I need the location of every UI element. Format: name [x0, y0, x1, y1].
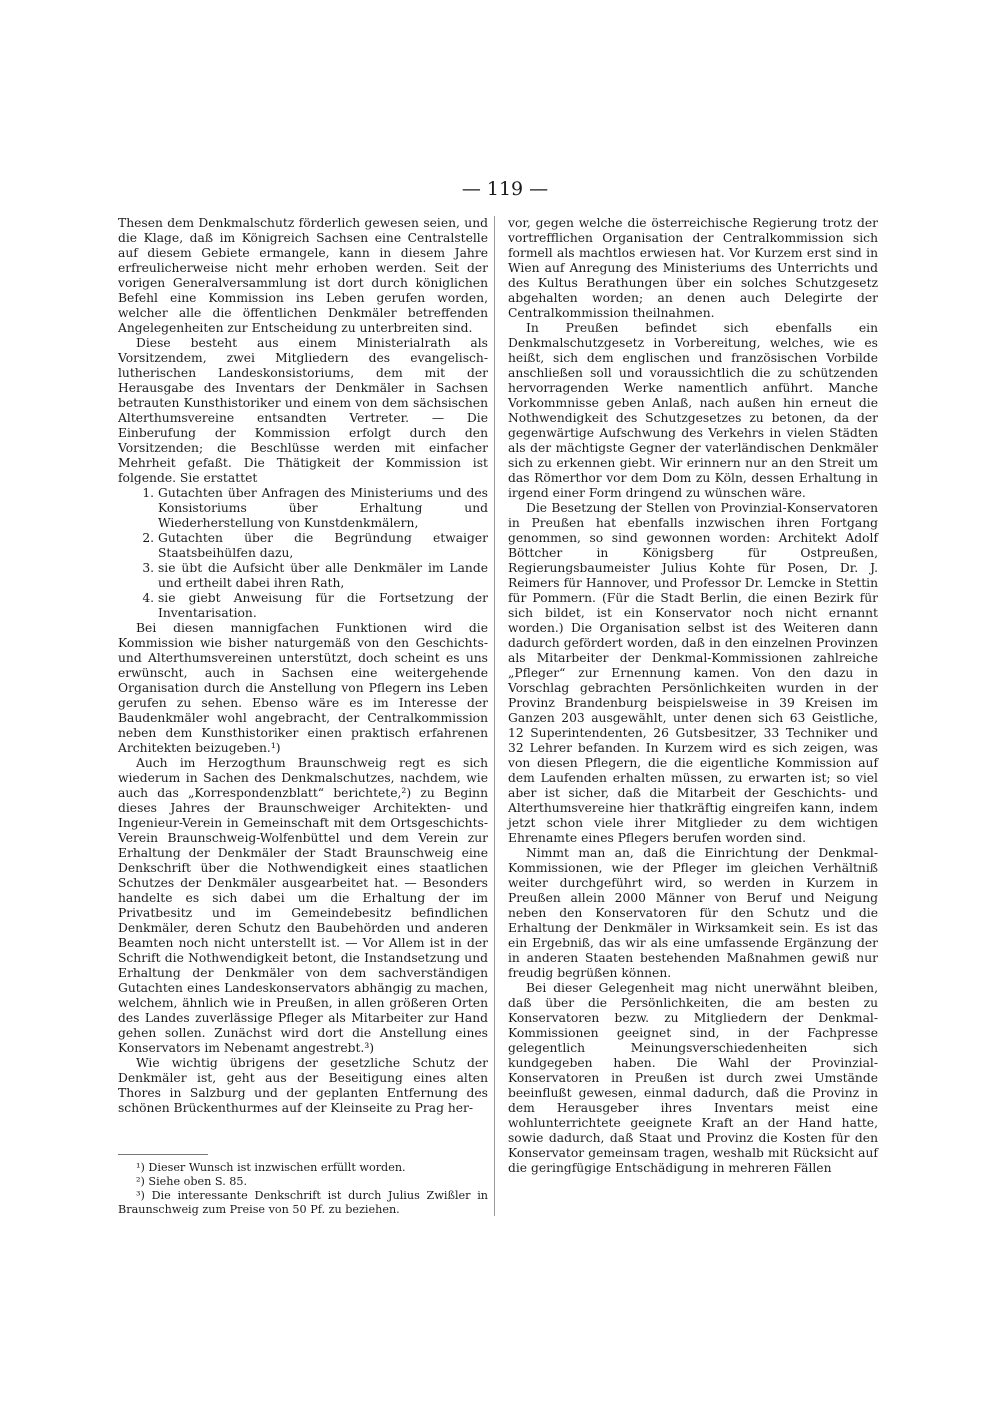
left-column — [118, 216, 488, 1116]
footnote: ¹) Dieser Wunsch ist inzwischen erfüllt worden. — [136, 1161, 406, 1174]
list-item: 3. sie übt die Aufsicht über alle Denkmäler im Lande und ertheilt dabei ihren Rath, — [158, 561, 488, 591]
numbered-list — [118, 486, 488, 621]
paragraph: Wie wichtig übrigens der gesetzliche Schutz der Denkmäler ist, geht aus der Beseitigung eines alten Thores in Salzburg und der geplanten Entfernung des schönen Brückenthurmes auf der Kleinseite zu Prag her- — [118, 1056, 488, 1115]
page-number: — 119 — — [461, 178, 549, 200]
footnote: ²) Siehe oben S. 85. — [136, 1175, 248, 1188]
paragraph: Bei diesen mannigfachen Funktionen wird die Kommission wie bisher naturgemäß von den Geschichts- und Alterthumsvereinen unterstützt, doch scheint es uns erwünscht, auch in Sachsen eine weitergehende Organisation durch die Anstellung von Pflegern ins Leben gerufen zu sehen. Ebenso wäre es im Interesse der Baudenkmäler wohl angebracht, der Centralkommission neben dem Kunsthistoriker einen praktisch erfahrenen Architekten beizugeben.¹) — [118, 621, 488, 755]
right-column — [508, 216, 878, 1176]
footnote: ³) Die interessante Denkschrift ist durch Julius Zwißler in Braunschweig zum Preise von 50 Pf. zu beziehen. — [118, 1189, 488, 1216]
paragraph: vor, gegen welche die österreichische Regierung trotz der vortrefflichen Organisation der Centralkommission sich formell als machtlos erwiesen hat. Vor Kurzem erst sind in Wien auf Anregung des Ministeriums des Unterrichts und des Kultus Berathungen über ein solches Schutzgesetz abgehalten worden; an denen auch Delegirte der Centralkommission theilnahmen. — [508, 216, 878, 320]
footnotes — [118, 1154, 488, 1217]
paragraph: Thesen dem Denkmalschutz förderlich gewesen seien, und die Klage, daß im Königreich Sachsen eine Centralstelle auf diesem Gebiete ermangele, kann in diesem Jahre erfreulicherweise nicht mehr erhoben werden. Seit der vorigen Generalversammlung ist dort durch königlichen Befehl eine Kommission ins Leben gerufen worden, welcher alle die öffentlichen Denkmäler betreffenden Angelegenheiten zur Entscheidung zu unterbreiten sind. — [118, 216, 488, 335]
paragraph: Auch im Herzogthum Braunschweig regt es sich wiederum in Sachen des Denkmalschutzes, nachdem, wie auch das „Korrespondenzblatt“ berichtete,²) zu Beginn dieses Jahres der Braunschweiger Architekten- und Ingenieur-Verein in Gemeinschaft mit dem Ortsgeschichts-Verein Braunschweig-Wolfenbüttel und dem Verein zur Erhaltung der Denkmäler der Stadt Braunschweig eine Denkschrift über die Nothwendigkeit eines staatlichen Schutzes der Denkmäler ausgearbeitet hat. — Besonders handelte es sich dabei um die Erhaltung der im Privatbesitz und im Gemeindebesitz befindlichen Denkmäler, deren Schutz den Baubehörden und anderen Beamten noch nicht unterstellt ist. — Vor Allem ist in der Schrift die Nothwendigkeit betont, die Instandsetzung und Erhaltung der Denkmäler von dem sachverständigen Gutachten eines Landeskonservators abhängig zu machen, welchem, ähnlich wie in Preußen, in allen größeren Orten des Landes zuverlässige Pfleger als Mitarbeiter zur Hand gehen sollen. Zunächst wird dort die Anstellung eines Konservators im Nebenamt angestrebt.³) — [118, 756, 488, 1055]
column-divider — [494, 216, 495, 1216]
footnote-rule — [118, 1154, 208, 1155]
list-item: 2. Gutachten über die Begründung etwaiger Staatsbeihülfen dazu, — [158, 531, 488, 561]
list-item: 1. Gutachten über Anfragen des Ministeriums und des Konsistoriums über Erhaltung und Wiederherstellung von Kunstdenkmälern, — [158, 486, 488, 531]
paragraph: Die Besetzung der Stellen von Provinzial-Konservatoren in Preußen hat ebenfalls inzwischen ihren Fortgang genommen, so sind gewonnen worden: Architekt Adolf Böttcher in Königsberg für Ostpreußen, Regierungsbaumeister Julius Kohte für Posen, Dr. J. Reimers für Hannover, und Professor Dr. Lemcke in Stettin für Pommern. (Für die Stadt Berlin, die einen Bezirk für sich bildet, ist ein Konservator noch nicht ernannt worden.) Die Organisation selbst ist des Weiteren dann dadurch gefördert worden, daß in den einzelnen Provinzen als Mitarbeiter der Denkmal-Kommissionen zahlreiche „Pfleger“ zur Ernennung kamen. Von den dazu in Vorschlag gebrachten Persönlichkeiten wurden in der Provinz Brandenburg beispielsweise in 39 Kreisen im Ganzen 203 ausgewählt, unter denen sich 63 Geistliche, 12 Superintendenten, 26 Gutsbesitzer, 33 Techniker und 32 Lehrer befanden. In Kurzem wird es sich zeigen, was von diesen Pflegern, die die eigentliche Kommission auf dem Laufenden erhalten müssen, zu erwarten ist; so viel aber ist sicher, daß die Mitarbeit der Geschichts- und Alterthumsvereine hier thatkräftig eingreifen kann, indem jetzt schon viele ihrer Mitglieder zu dem wichtigen Ehrenamte eines Pflegers berufen worden sind. — [508, 501, 878, 845]
list-item: 4. sie giebt Anweisung für die Fortsetzung der Inventarisation. — [158, 591, 488, 621]
paragraph: Nimmt man an, daß die Einrichtung der Denkmal-Kommissionen, wie der Pfleger im gleichen Verhältniß weiter durchgeführt wird, so werden in Kurzem in Preußen allein 2000 Männer von Beruf und Neigung neben den Konservatoren für den Schutz und die Erhaltung der Denkmäler in Wirksamkeit sein. Es ist das ein Ergebniß, das wir als eine umfassende Ergänzung der in anderen Staaten bestehenden Maßnahmen gewiß nur freudig begrüßen können. — [508, 846, 878, 980]
paragraph: In Preußen befindet sich ebenfalls ein Denkmalschutzgesetz in Vorbereitung, welches, wie es heißt, sich dem englischen und französischen Vorbilde anschließen soll und voraussichtlich die zu schützenden hervorragenden Werke namentlich anführt. Manche Vorkommnisse geben Anlaß, nach außen hin erneut die Nothwendigkeit des Schutzgesetzes zu betonen, da der gegenwärtige Aufschwung des Verkehrs in vielen Städten als der mächtigste Gegner der vaterländischen Denkmäler sich zu erkennen giebt. Wir erinnern nur an den Streit um das Römerthor vor dem Dom zu Köln, dessen Erhaltung in irgend einer Form dringend zu wünschen wäre. — [508, 321, 878, 500]
paragraph: Diese besteht aus einem Ministerialrath als Vorsitzendem, zwei Mitgliedern des evangelisch-lutherischen Landeskonsistoriums, dem mit der Herausgabe des Inventars der Denkmäler in Sachsen betrauten Kunsthistoriker und einem von dem sächsischen Alterthumsvereine entsandten Vertreter. — Die Einberufung der Kommission erfolgt durch den Vorsitzenden; die Beschlüsse werden mit einfacher Mehrheit gefaßt. Die Thätigkeit der Kommission ist folgende. Sie erstattet — [118, 336, 488, 485]
paragraph: Bei dieser Gelegenheit mag nicht unerwähnt bleiben, daß über die Persönlichkeiten, die am besten zu Konservatoren bezw. zu Mitgliedern der Denkmal-Kommissionen geeignet sind, in der Fachpresse gelegentlich Meinungsverschiedenheiten sich kundgegeben haben. Die Wahl der Provinzial-Konservatoren in Preußen ist durch zwei Umstände beeinflußt gewesen, einmal dadurch, daß die Provinz in dem Herausgeber ihres Inventars meist eine wohlunterrichtete geeignete Kraft an der Hand hatte, sowie dadurch, daß Staat und Provinz die Kosten für den Konservator gemeinsam tragen, weshalb mit Rücksicht auf die geringfügige Entschädigung in mehreren Fällen — [508, 981, 878, 1175]
